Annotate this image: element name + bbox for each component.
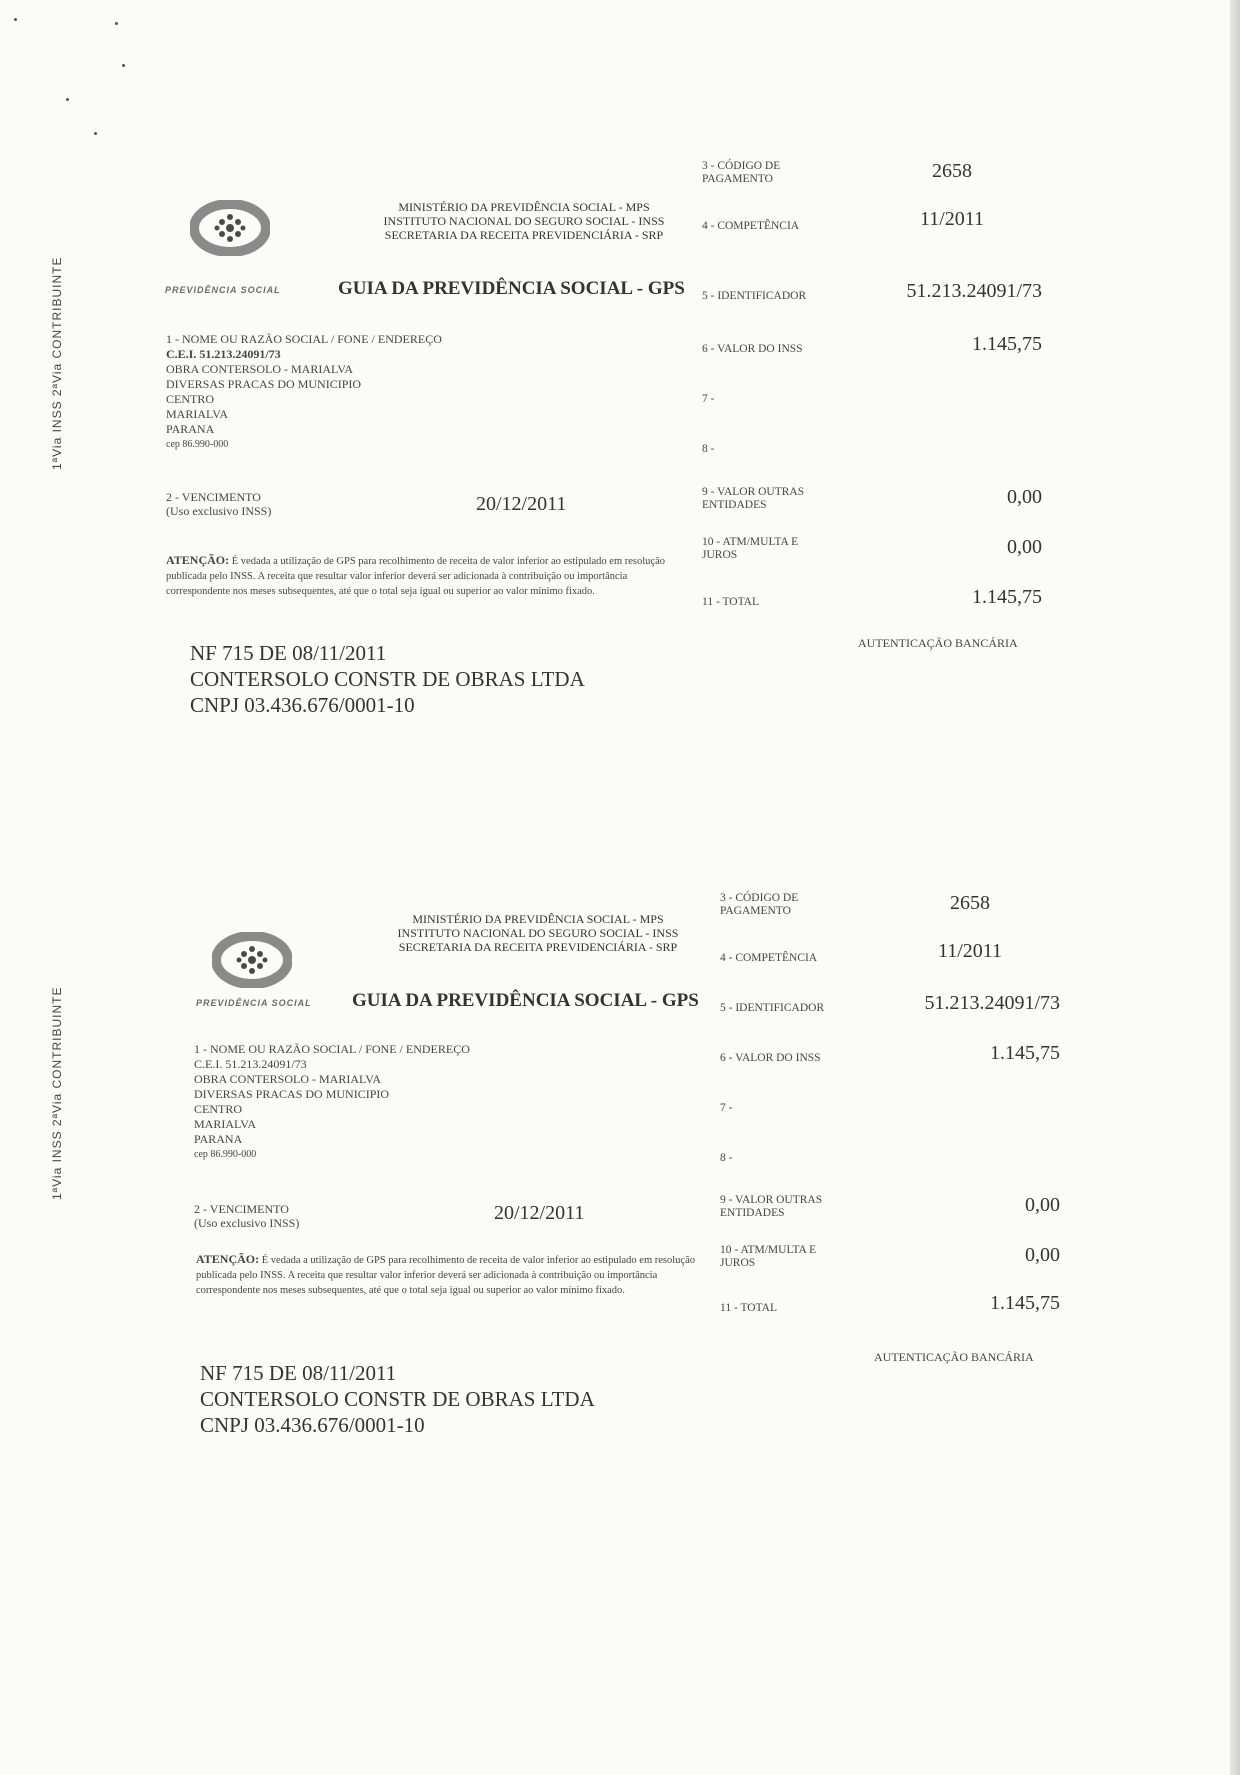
total-value: 1.145,75 xyxy=(972,586,1042,608)
payer-city: MARIALVA xyxy=(194,1117,257,1131)
inss-value: 1.145,75 xyxy=(990,1042,1060,1064)
payer-city: MARIALVA xyxy=(166,407,229,421)
due-sublabel: (Uso exclusivo INSS) xyxy=(166,504,272,518)
inss-value-label: 6 - VALOR DO INSS xyxy=(702,343,803,355)
inss-value: 1.145,75 xyxy=(972,333,1042,355)
field-other-entities xyxy=(702,486,1062,534)
field-7 xyxy=(720,1102,1080,1150)
previdencia-logo-icon xyxy=(190,200,270,256)
atm-fine-label: 10 - ATM/MULTA E JUROS xyxy=(720,1244,817,1269)
field-8 xyxy=(702,443,1062,491)
field-inss-value xyxy=(702,333,1062,391)
payer-district: CENTRO xyxy=(194,1102,242,1116)
stamp-invoice: NF 715 DE 08/11/2011 xyxy=(190,641,387,665)
gps-slip-1 xyxy=(0,160,1240,740)
values-column xyxy=(720,892,1080,1312)
payer-cep: cep 86.990-000 xyxy=(194,1149,257,1160)
field-competence xyxy=(720,940,1080,998)
payment-code-value: 2658 xyxy=(932,160,972,182)
field-identifier xyxy=(702,280,1062,338)
header-institute: INSTITUTO NACIONAL DO SEGURO SOCIAL - INSS xyxy=(397,926,679,940)
attention-text: É vedada a utilização de GPS para recolhimento de receita de valor inferior ao estipulado em resolução publicada pelo INSS. A receita que resultar valor inferior deverá ser adicionada à contribuição ou importância correspondente nos meses subsequentes, até que o total seja igual ou superior ao valor mínimo fixado. xyxy=(196,1255,695,1296)
payment-code-value: 2658 xyxy=(950,892,990,914)
other-entities-value: 0,00 xyxy=(1007,486,1042,508)
field-7-label: 7 - xyxy=(702,393,715,405)
total-value: 1.145,75 xyxy=(990,1292,1060,1314)
attention-text: É vedada a utilização de GPS para recolhimento de receita de valor inferior ao estipulado em resolução publicada pelo INSS. A receita que resultar valor inferior deverá ser adicionada à contribuição ou importância correspondente nos meses subsequentes, até que o total seja igual ou superior ao valor mínimo fixado. xyxy=(166,556,665,597)
header-ministry: MINISTÉRIO DA PREVIDÊNCIA SOCIAL - MPS xyxy=(398,200,650,214)
scan-speck xyxy=(14,18,17,21)
total-label: 11 - TOTAL xyxy=(702,596,760,608)
field-7-label: 7 - xyxy=(720,1102,733,1114)
atm-fine-value: 0,00 xyxy=(1007,536,1042,558)
header-secretariat: SECRETARIA DA RECEITA PREVIDENCIÁRIA - SRP xyxy=(398,940,678,954)
scan-speck xyxy=(115,22,118,25)
due-date: 20/12/2011 xyxy=(476,493,567,515)
payer-cei: C.E.I. 51.213.24091/73 xyxy=(194,1057,307,1071)
attention-lead: ATENÇÃO: xyxy=(196,1252,260,1266)
header-institutions xyxy=(358,912,718,954)
payer-block xyxy=(166,332,526,452)
attention-lead: ATENÇÃO: xyxy=(166,553,230,567)
identifier-value: 51.213.24091/73 xyxy=(906,280,1042,302)
bank-authentication: AUTENTICAÇÃO BANCÁRIA xyxy=(858,636,1018,650)
header-secretariat: SECRETARIA DA RECEITA PREVIDENCIÁRIA - SRP xyxy=(384,228,664,242)
due-label-block xyxy=(194,1202,299,1230)
other-entities-value: 0,00 xyxy=(1025,1194,1060,1216)
other-entities-label: 9 - VALOR OUTRAS ENTIDADES xyxy=(702,486,805,511)
stamp-invoice: NF 715 DE 08/11/2011 xyxy=(200,1361,397,1385)
due-label-block xyxy=(166,490,271,518)
field-inss-value xyxy=(720,1042,1080,1100)
gps-title: GUIA DA PREVIDÊNCIA SOCIAL - GPS xyxy=(352,990,699,1011)
field-8-label: 8 - xyxy=(702,443,715,455)
scan-speck xyxy=(94,132,97,135)
copy-caption: 1ªVia INSS 2ªVia CONTRIBUINTE xyxy=(50,256,64,470)
attention-notice xyxy=(196,1252,716,1298)
atm-fine-label: 10 - ATM/MULTA E JUROS xyxy=(702,536,799,561)
stamp-company: CONTERSOLO CONSTR DE OBRAS LTDA xyxy=(190,667,585,691)
field-competence xyxy=(702,208,1062,266)
payer-district: CENTRO xyxy=(166,392,214,406)
company-stamp xyxy=(200,1360,595,1438)
field-total xyxy=(720,1292,1080,1350)
field-other-entities xyxy=(720,1194,1080,1242)
total-label: 11 - TOTAL xyxy=(720,1302,778,1314)
attention-notice xyxy=(166,553,686,599)
competence-label: 4 - COMPETÊNCIA xyxy=(702,220,800,232)
competence-label: 4 - COMPETÊNCIA xyxy=(720,952,818,964)
identifier-label: 5 - IDENTIFICADOR xyxy=(720,1002,825,1014)
field-payment-code xyxy=(702,160,1062,208)
gps-title: GUIA DA PREVIDÊNCIA SOCIAL - GPS xyxy=(338,278,685,299)
field-7 xyxy=(702,393,1062,441)
copy-caption: 1ªVia INSS 2ªVia CONTRIBUINTE xyxy=(50,986,64,1200)
due-date: 20/12/2011 xyxy=(494,1202,585,1224)
field-atm-fine xyxy=(720,1244,1080,1292)
payer-address: DIVERSAS PRACAS DO MUNICIPIO xyxy=(166,377,362,391)
atm-fine-value: 0,00 xyxy=(1025,1244,1060,1266)
payer-label: 1 - NOME OU RAZÃO SOCIAL / FONE / ENDEREÇO xyxy=(166,332,442,346)
due-label: 2 - VENCIMENTO xyxy=(194,1202,289,1216)
payment-code-label: 3 - CÓDIGO DE PAGAMENTO xyxy=(720,892,799,917)
values-column xyxy=(702,160,1062,608)
payer-state: PARANA xyxy=(166,422,215,436)
header-institute: INSTITUTO NACIONAL DO SEGURO SOCIAL - INSS xyxy=(383,214,665,228)
payer-label: 1 - NOME OU RAZÃO SOCIAL / FONE / ENDEREÇO xyxy=(194,1042,470,1056)
gps-slip-2 xyxy=(0,870,1240,1450)
stamp-cnpj: CNPJ 03.436.676/0001-10 xyxy=(200,1413,425,1437)
stamp-cnpj: CNPJ 03.436.676/0001-10 xyxy=(190,693,415,717)
payer-state: PARANA xyxy=(194,1132,243,1146)
stamp-company: CONTERSOLO CONSTR DE OBRAS LTDA xyxy=(200,1387,595,1411)
payer-obra: OBRA CONTERSOLO - MARIALVA xyxy=(194,1072,382,1086)
field-8-label: 8 - xyxy=(720,1152,733,1164)
payer-address: DIVERSAS PRACAS DO MUNICIPIO xyxy=(194,1087,390,1101)
payer-obra: OBRA CONTERSOLO - MARIALVA xyxy=(166,362,354,376)
payer-cep: cep 86.990-000 xyxy=(166,439,229,450)
due-sublabel: (Uso exclusivo INSS) xyxy=(194,1216,300,1230)
company-stamp xyxy=(190,640,585,718)
inss-value-label: 6 - VALOR DO INSS xyxy=(720,1052,821,1064)
header-ministry: MINISTÉRIO DA PREVIDÊNCIA SOCIAL - MPS xyxy=(412,912,664,926)
identifier-label: 5 - IDENTIFICADOR xyxy=(702,290,807,302)
previdencia-logo-icon xyxy=(212,932,292,988)
payer-cei: C.E.I. 51.213.24091/73 xyxy=(166,347,281,361)
header-institutions xyxy=(344,200,704,242)
other-entities-label: 9 - VALOR OUTRAS ENTIDADES xyxy=(720,1194,823,1219)
field-atm-fine xyxy=(702,536,1062,584)
scan-speck xyxy=(122,64,125,67)
identifier-value: 51.213.24091/73 xyxy=(924,992,1060,1014)
logo-caption: PREVIDÊNCIA SOCIAL xyxy=(165,285,281,295)
bank-authentication: AUTENTICAÇÃO BANCÁRIA xyxy=(874,1350,1034,1364)
field-8 xyxy=(720,1152,1080,1200)
competence-value: 11/2011 xyxy=(919,208,985,230)
scan-speck xyxy=(66,98,69,101)
payer-block xyxy=(194,1042,554,1162)
payment-code-label: 3 - CÓDIGO DE PAGAMENTO xyxy=(702,160,781,185)
field-payment-code xyxy=(720,892,1080,940)
due-label: 2 - VENCIMENTO xyxy=(166,490,261,504)
logo-caption: PREVIDÊNCIA SOCIAL xyxy=(196,998,312,1008)
competence-value: 11/2011 xyxy=(937,940,1003,962)
